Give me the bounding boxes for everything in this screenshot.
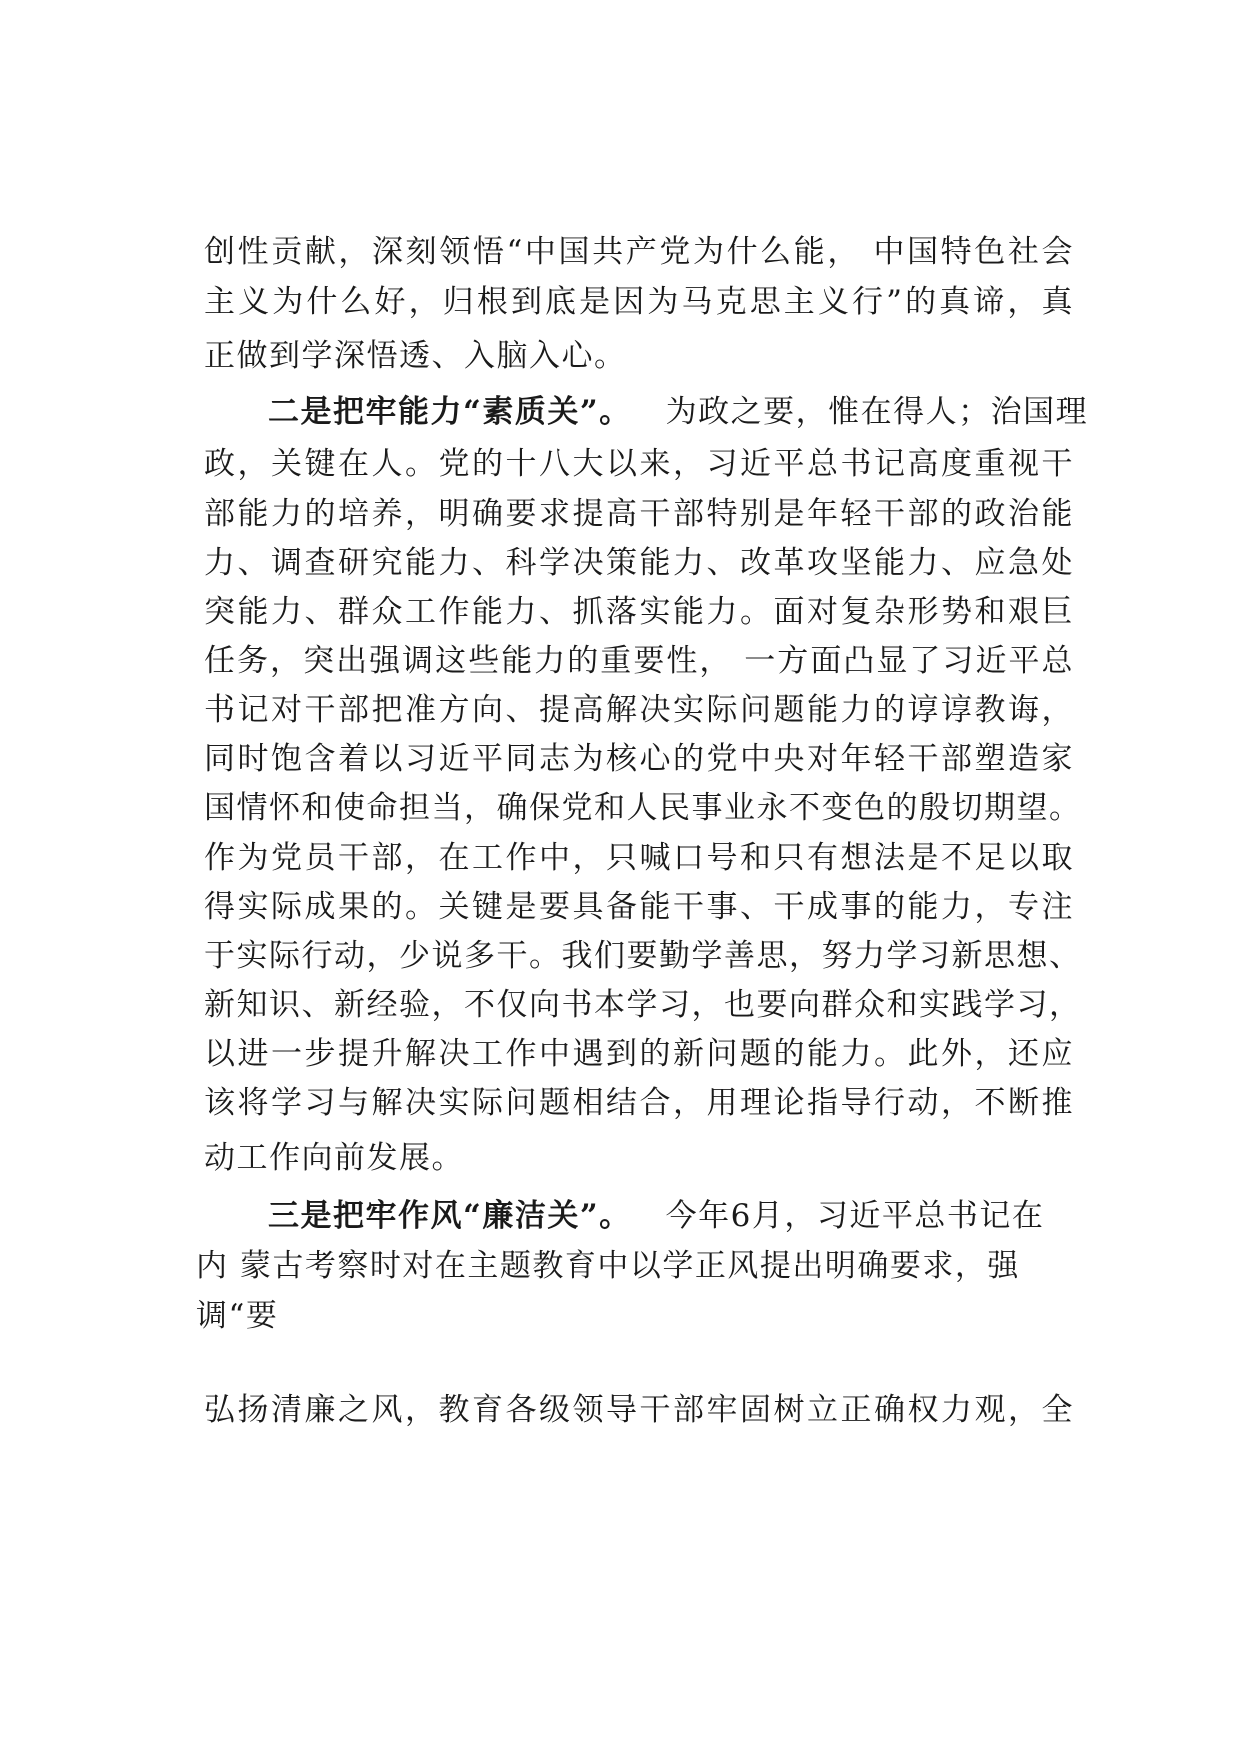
text-line-7: 力、调查研究能力、科学决策能力、改革攻坚能力、应急处	[204, 545, 1074, 581]
text-line-3: 正做到学深悟透、入脑入心。	[204, 338, 627, 374]
text-line-23: 弘扬清廉之风，教育各级领导干部牢固树立正确权力观，全	[204, 1392, 1074, 1428]
text-line-2: 主义为什么好，归根到底是因为马克思主义行”的真谛，真	[204, 284, 1074, 320]
text-line-8: 突能力、群众工作能力、抓落实能力。面对复杂形势和艰巨	[204, 594, 1074, 630]
text-line-6: 部能力的培养，明确要求提高干部特别是年轻干部的政治能	[204, 496, 1074, 532]
section-3-intro: 今年6月，习近平总书记在	[665, 1198, 1045, 1234]
section-3-first-line	[268, 1196, 1074, 1236]
text-line-11: 同时饱含着以习近平同志为核心的党中央对年轻干部塑造家	[204, 741, 1074, 777]
text-line-13: 作为党员干部，在工作中，只喊口号和只有想法是不足以取	[204, 840, 1074, 876]
text-line-10: 书记对干部把准方向、提高解决实际问题能力的谆谆教诲，	[204, 692, 1074, 728]
section-2-first-line	[268, 392, 1089, 432]
text-line-12: 国情怀和使命担当，确保党和人民事业永不变色的殷切期望。	[204, 790, 1082, 826]
text-line-16: 新知识、新经验，不仅向书本学习，也要向群众和实践学习，	[204, 987, 1082, 1023]
text-line-9: 任务，突出强调这些能力的重要性， 一方面凸显了习近平总	[204, 643, 1074, 679]
section-3-heading: 三是把牢作风“廉洁关”。	[268, 1198, 632, 1234]
text-line-1: 创性贡献，深刻领悟“中国共产党为什么能， 中国特色社会	[204, 234, 1074, 270]
section-2-heading: 二是把牢能力“素质关”。	[268, 394, 632, 430]
text-line-18: 该将学习与解决实际问题相结合，用理论指导行动，不断推	[204, 1085, 1074, 1121]
text-line-19: 动工作向前发展。	[204, 1140, 464, 1176]
text-line-22: 调“要	[196, 1298, 279, 1334]
text-line-14: 得实际成果的。关键是要具备能干事、干成事的能力，专注	[204, 889, 1074, 925]
text-line-21: 内 蒙古考察时对在主题教育中以学正风提出明确要求，强	[196, 1248, 1020, 1284]
section-2-intro: 为政之要，惟在得人；治国理	[665, 394, 1089, 430]
text-line-17: 以进一步提升解决工作中遇到的新问题的能力。此外，还应	[204, 1036, 1074, 1072]
text-line-15: 于实际行动，少说多干。我们要勤学善思，努力学习新思想、	[204, 938, 1082, 974]
text-line-5: 政，关键在人。党的十八大以来，习近平总书记高度重视干	[204, 446, 1074, 482]
